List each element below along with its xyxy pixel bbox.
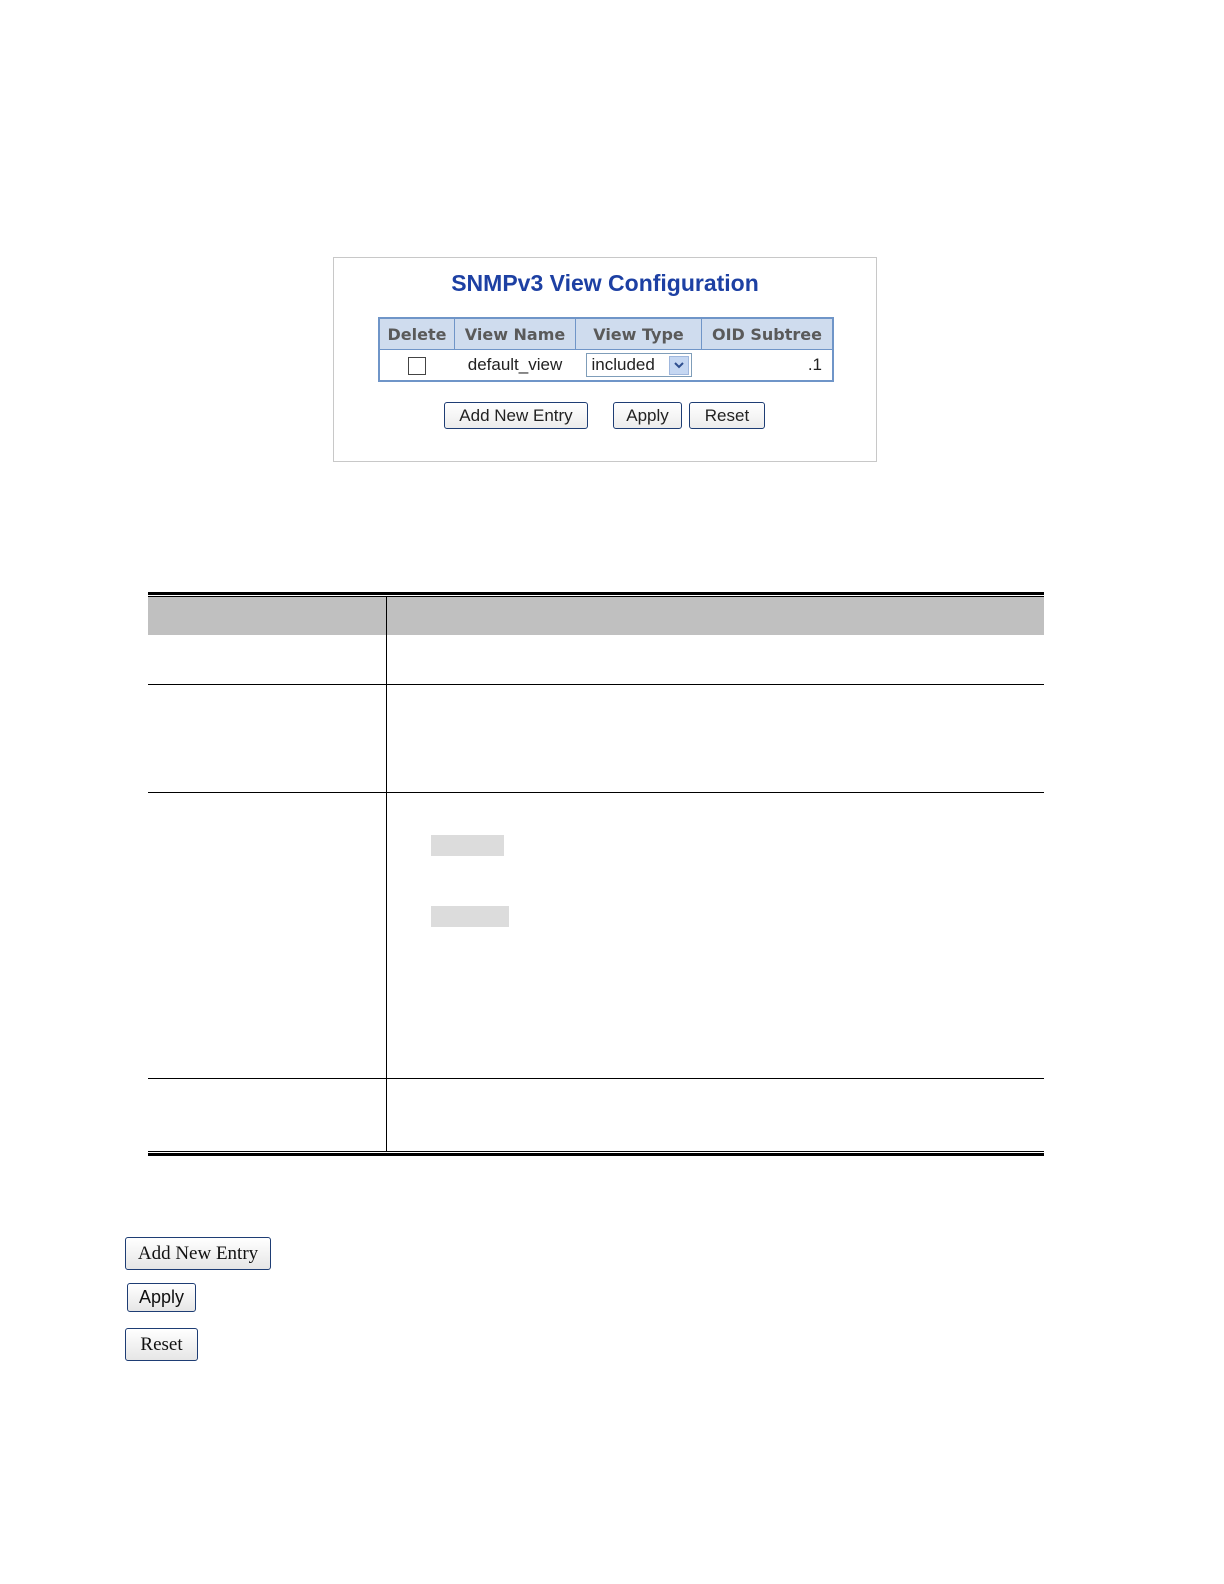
table-row [379,350,833,382]
table-bottom-rule [148,1153,1044,1156]
apply-button-sample[interactable]: Apply [127,1283,196,1312]
view-type-cell [576,350,702,382]
table-header-row [379,318,833,350]
panel-title: SNMPv3 View Configuration [451,270,759,296]
column-header-view-type: View Type [576,318,702,350]
oid-subtree-cell: .1 [807,355,822,374]
view-table [378,317,834,382]
table-row [148,1079,1044,1151]
table-row [148,793,1044,1079]
add-new-entry-button[interactable]: Add New Entry [444,402,588,429]
table-row [148,635,1044,685]
reset-button[interactable]: Reset [689,402,765,429]
description-table-header [148,597,1044,635]
highlight-box [431,835,504,856]
chevron-down-icon[interactable] [669,356,689,375]
apply-button[interactable]: Apply [613,402,682,429]
table-bottom-rule-thin [148,1151,1044,1152]
description-cell [387,635,1044,684]
description-cell [387,1079,1044,1151]
description-cell [387,793,1044,1078]
column-header-delete: Delete [379,318,455,350]
add-new-entry-button-sample[interactable]: Add New Entry [125,1237,271,1270]
description-cell [387,685,1044,792]
highlight-box [431,906,509,927]
table-top-rule [148,592,1044,595]
header-cell-description [387,597,1044,635]
header-cell-object [148,597,387,635]
column-header-view-name: View Name [455,318,576,350]
snmpv3-view-configuration-panel [333,257,877,462]
delete-checkbox[interactable] [408,357,426,375]
view-name-cell: default_view [467,355,563,374]
object-cell [148,685,387,792]
view-type-select[interactable] [586,353,692,377]
table-row [148,685,1044,793]
reset-button-sample[interactable]: Reset [125,1328,198,1361]
object-cell [148,635,387,684]
delete-cell [379,350,455,382]
description-table [148,592,1044,1156]
view-type-value: included [591,355,655,374]
object-cell [148,793,387,1078]
object-cell [148,1079,387,1151]
column-header-oid-subtree: OID Subtree [702,318,834,350]
